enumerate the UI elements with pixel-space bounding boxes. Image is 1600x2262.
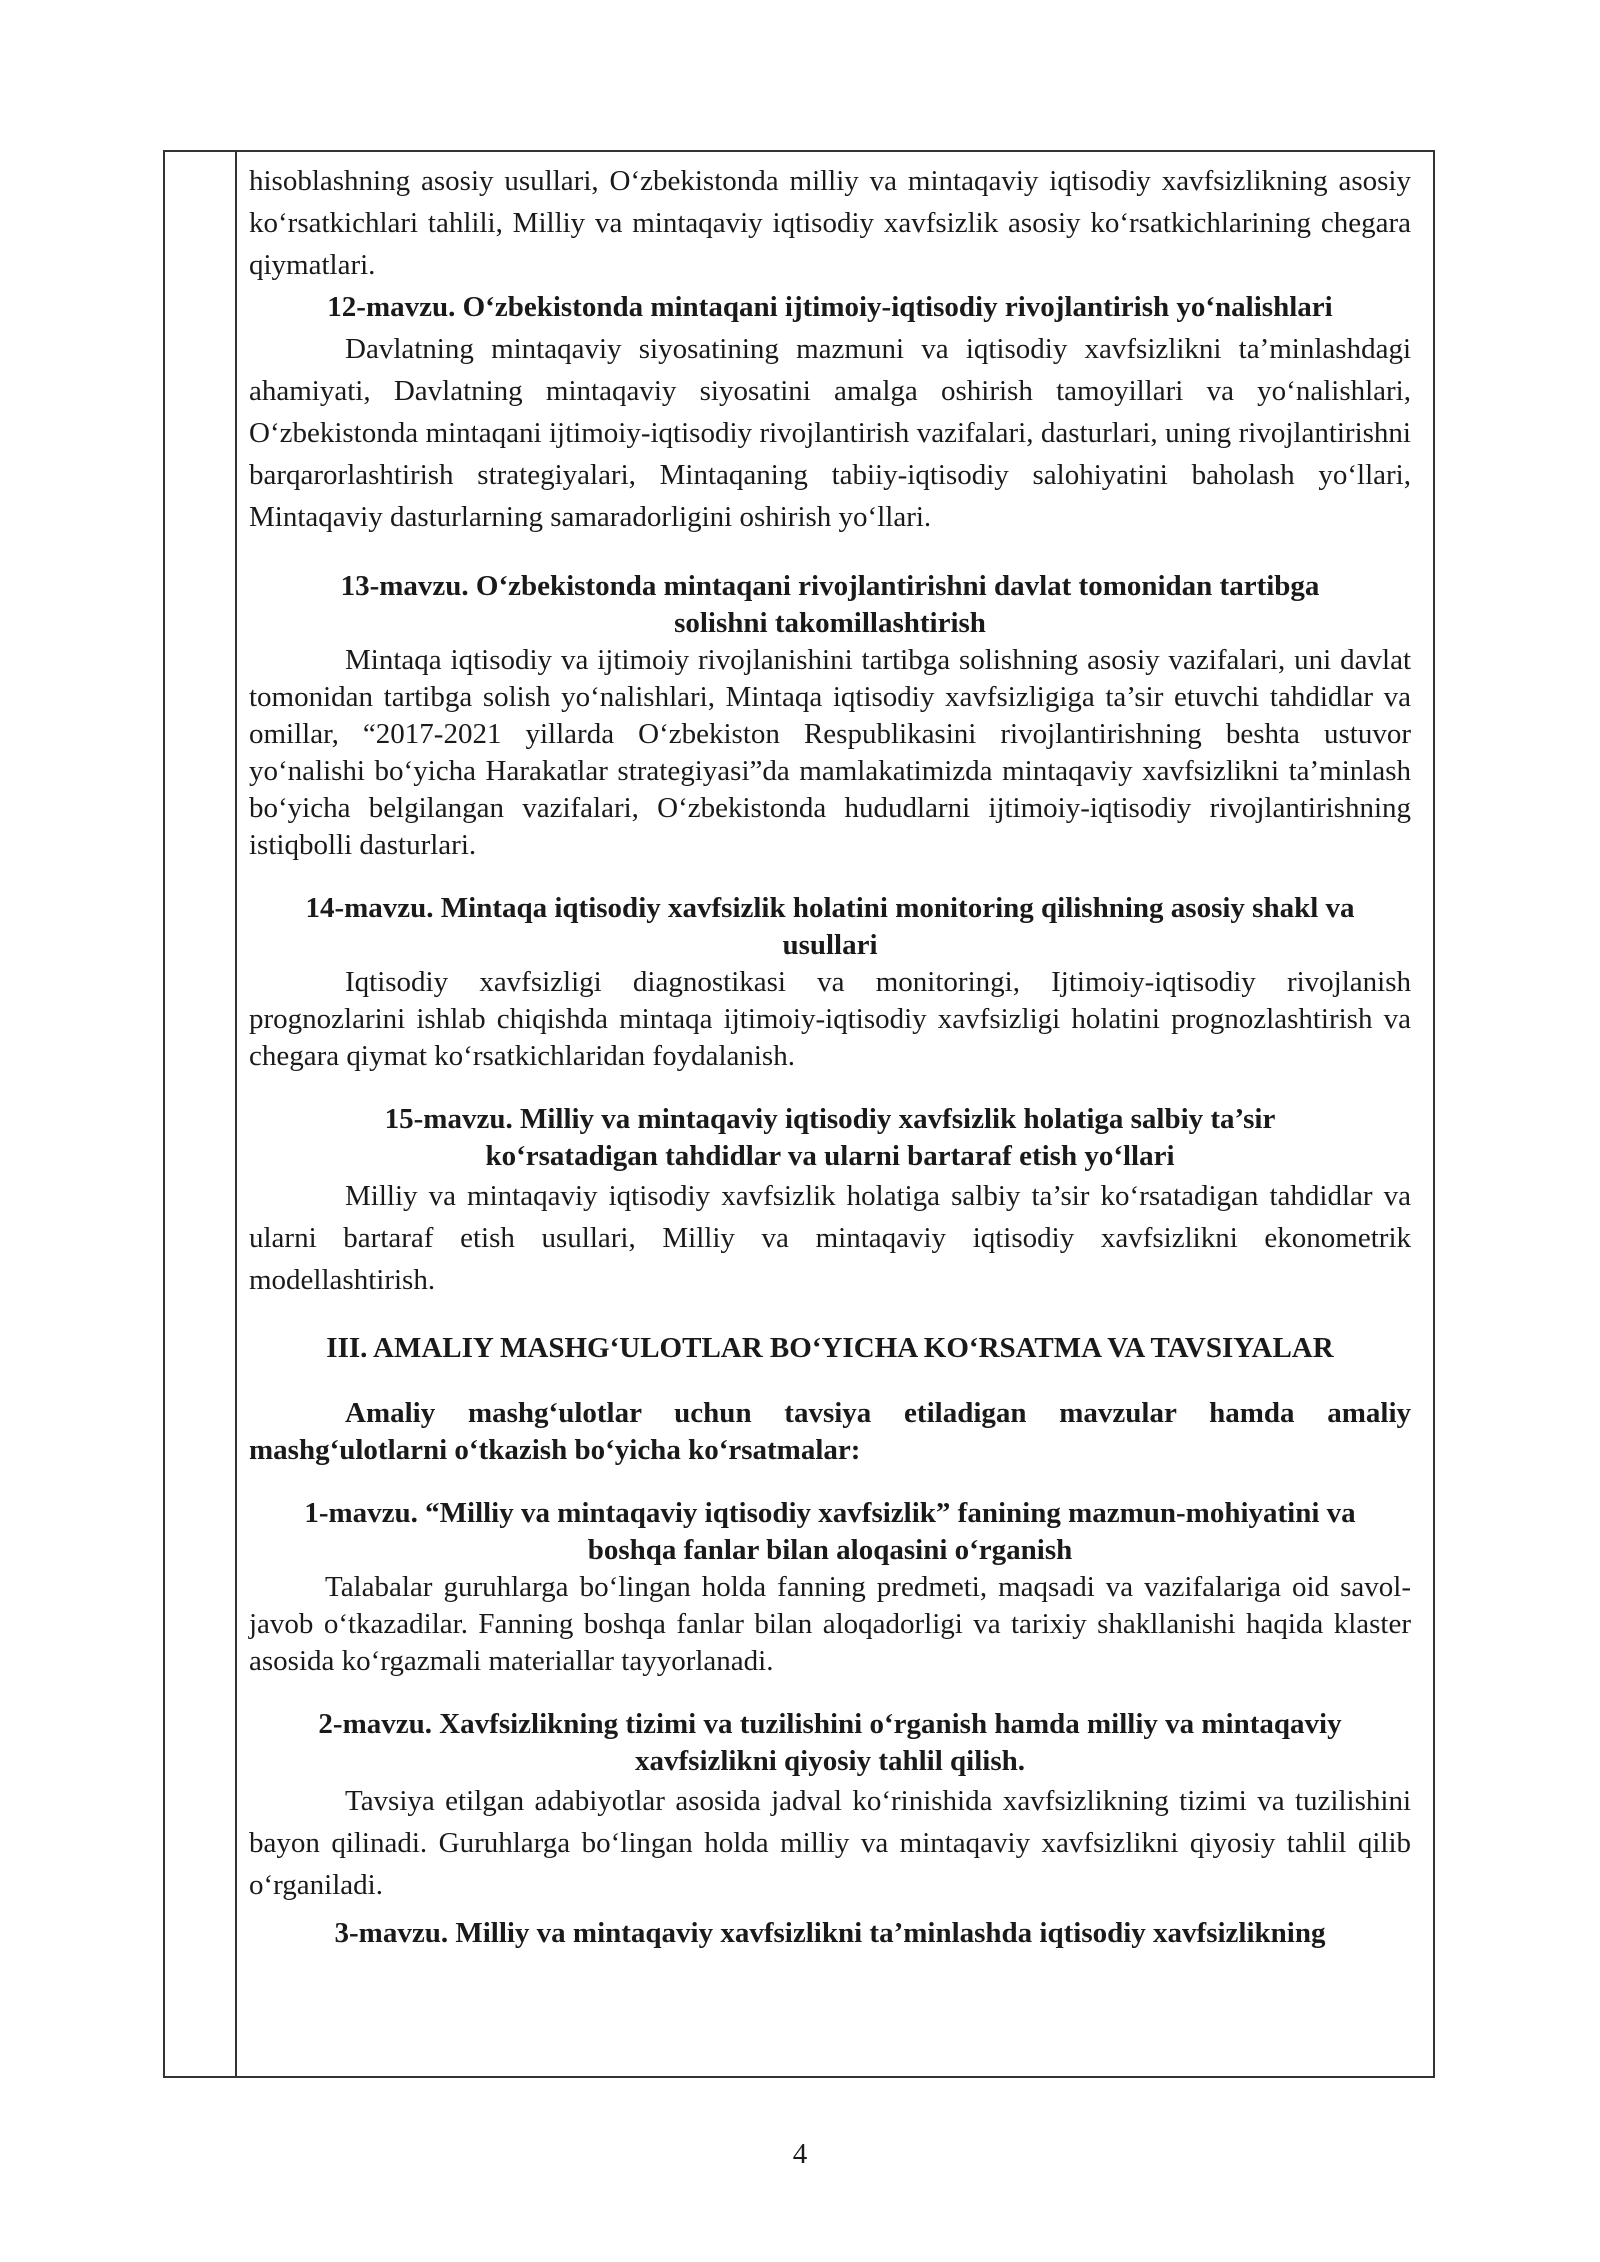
practical-topic-3-title-line1: 3-mavzu. Milliy va mintaqaviy xavfsizlikni ta’minlashda iqtisodiy xavfsizlikning [334,1917,1326,1949]
intro-paragraph: hisoblashning asosiy usullari, O‘zbekistonda milliy va mintaqaviy iqtisodiy xavfsizlikning asosiy ko‘rsatkichlari tahlili, Milliy va mintaqaviy iqtisodiy xavfsizlik asosiy ko‘rsatkichlarining chegara qiymatlari. [249,165,1411,281]
page-number: 4 [792,2138,808,2170]
column-divider [235,152,237,2076]
topic-12-title: 12-mavzu. O‘zbekistonda mintaqani ijtimoiy-iqtisodiy rivojlantirish yo‘nalishlari [327,291,1333,323]
practical-topic-1-title-line1: 1-mavzu. “Milliy va mintaqaviy iqtisodiy xavfsizlik” fanining mazmun-mohiyatini va [304,1497,1356,1529]
practical-topic-1-title-line2: boshqa fanlar bilan aloqasini o‘rganish [587,1534,1073,1566]
practical-topic-2-title-line1: 2-mavzu. Xavfsizlikning tizimi va tuzilishini o‘rganish hamda milliy va mintaqaviy [318,1708,1342,1740]
content-table [163,150,1435,2078]
practical-topic-2-body: Tavsiya etilgan adabiyotlar asosida jadval ko‘rinishida xavfsizlikning tizimi va tuzilishini bayon qilinadi. Guruhlarga bo‘lingan holda milliy va mintaqaviy xavfsizlikni qiyosiy tahlil qilib o‘rganiladi. [249,1785,1411,1901]
topic-15-body: Milliy va mintaqaviy iqtisodiy xavfsizlik holatiga salbiy ta’sir ko‘rsatadigan tahdidlar va ularni bartaraf etish usullari, Milliy va mintaqaviy iqtisodiy xavfsizlikni ekonometrik modellashtirish. [249,1180,1411,1296]
section-3-intro: Amaliy mashg‘ulotlar uchun tavsiya etiladigan mavzular hamda amaliy mashg‘ulotlarni o‘tkazish bo‘yicha ko‘rsatmalar: [249,1397,1411,1466]
table-content-cell [249,160,1411,1954]
topic-13-title-line2: solishni takomillashtirish [674,607,986,639]
topic-14-title-line1: 14-mavzu. Mintaqa iqtisodiy xavfsizlik holatini monitoring qilishning asosiy shakl va [305,892,1355,924]
section-3-title: III. AMALIY MASHG‘ULOTLAR BO‘YICHA KO‘RSATMA VA TAVSIYALAR [326,1332,1334,1364]
topic-14-body: Iqtisodiy xavfsizligi diagnostikasi va monitoringi, Ijtimoiy-iqtisodiy rivojlanish prognozlarini ishlab chiqishda mintaqa ijtimoiy-iqtisodiy xavfsizligi holatini prognozlashtirish va chegara qiymat ko‘rsatkichlaridan foydalanish. [249,966,1411,1072]
topic-14-title-line2: usullari [782,929,878,961]
topic-13-title-line1: 13-mavzu. O‘zbekistonda mintaqani rivojlantirishni davlat tomonidan tartibga [340,570,1320,602]
practical-topic-2-title-line2: xavfsizlikni qiyosiy tahlil qilish. [635,1745,1025,1777]
topic-15-title-line2: ko‘rsatadigan tahdidlar va ularni bartaraf etish yo‘llari [485,1140,1175,1172]
topic-15-title-line1: 15-mavzu. Milliy va mintaqaviy iqtisodiy xavfsizlik holatiga salbiy ta’sir [384,1103,1276,1135]
practical-topic-1-body: Talabalar guruhlarga bo‘lingan holda fanning predmeti, maqsadi va vazifalariga oid savol-javob o‘tkazadilar. Fanning boshqa fanlar bilan aloqadorligi va tarixiy shakllanishi haqida klaster asosida ko‘rgazmali materiallar tayyorlanadi. [249,1571,1411,1677]
topic-13-body: Mintaqa iqtisodiy va ijtimoiy rivojlanishini tartibga solishning asosiy vazifalari, uni davlat tomonidan tartibga solish yo‘nalishlari, Mintaqa iqtisodiy xavfsizligiga ta’sir etuvchi tahdidlar va omillar, “2017-2021 yillarda O‘zbekiston Respublikasini rivojlantirishning beshta ustuvor yo‘nalishi bo‘yicha Harakatlar strategiyasi”da mamlakatimizda mintaqaviy xavfsizlikni ta’minlash bo‘yicha belgilangan vazifalari, O‘zbekistonda hududlarni ijtimoiy-iqtisodiy rivojlantirishning istiqbolli dasturlari. [249,644,1411,861]
topic-12-body: Davlatning mintaqaviy siyosatining mazmuni va iqtisodiy xavfsizlikni ta’minlashdagi ahamiyati, Davlatning mintaqaviy siyosatini amalga oshirish tamoyillari va yo‘nalishlari, O‘zbekistonda mintaqani ijtimoiy-iqtisodiy rivojlantirish vazifalari, dasturlari, uning rivojlantirishni barqarorlashtirish strategiyalari, Mintaqaning tabiiy-iqtisodiy salohiyatini baholash yo‘llari, Mintaqaviy dasturlarning samaradorligini oshirish yo‘llari. [249,333,1411,533]
